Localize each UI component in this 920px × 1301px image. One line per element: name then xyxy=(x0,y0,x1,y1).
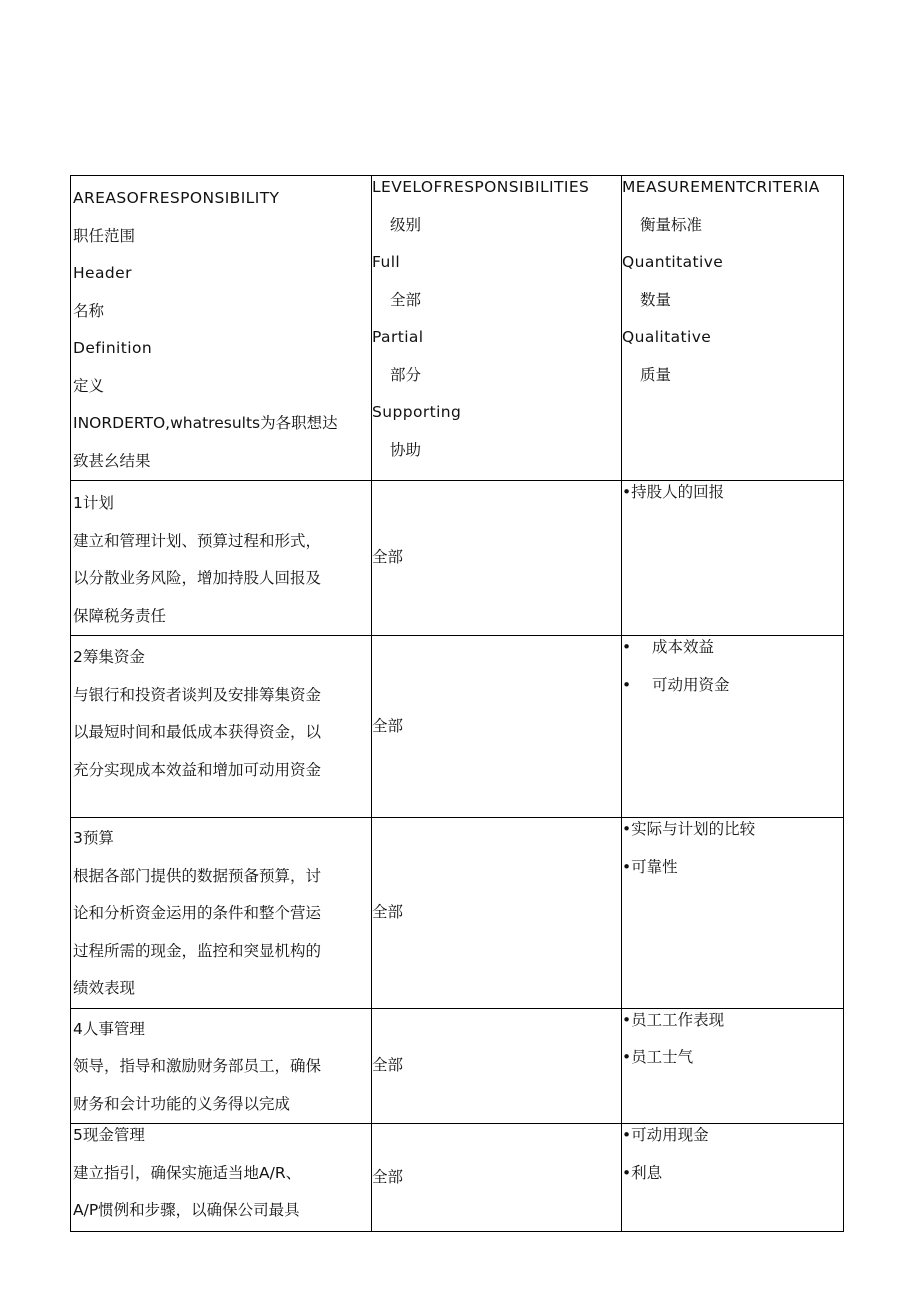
level-supporting-cn: 协助 xyxy=(390,440,422,459)
area-description: A/P惯例和步骤，以确保公司最具 xyxy=(73,1201,300,1219)
header-areas-title: AREASOFRESPONSIBILITY xyxy=(73,189,280,207)
area-cell xyxy=(71,1008,372,1124)
level-cell: 全部 xyxy=(372,1008,622,1124)
area-title: 2筹集资金 xyxy=(73,648,145,666)
inorderto-label: INORDERTO,whatresults为各职想达 xyxy=(73,414,338,432)
criteria-item: •持股人的回报 xyxy=(622,483,725,501)
criteria-cell xyxy=(622,818,844,1009)
criteria-item: •员工士气 xyxy=(622,1048,694,1066)
area-title: 4人事管理 xyxy=(73,1019,145,1038)
level-partial: Partial xyxy=(372,328,424,346)
level-cell: 全部 xyxy=(372,1124,622,1232)
level-partial-cn: 部分 xyxy=(390,365,422,384)
criteria-item: •利息 xyxy=(622,1163,663,1182)
area-description: 建立指引，确保实施适当地A/R、 xyxy=(73,1163,302,1182)
definition-label-cn: 定义 xyxy=(73,376,105,395)
area-description: 绩效表现 xyxy=(73,979,136,997)
criteria-cell xyxy=(622,1124,844,1232)
bullet: • xyxy=(622,638,632,656)
level-cell: 全部 xyxy=(372,818,622,1009)
criteria-cell xyxy=(622,636,844,818)
area-description: 与银行和投资者谈判及安排筹集资金 xyxy=(73,685,322,704)
area-description: 领导，指导和激励财务部员工，确保 xyxy=(73,1057,322,1075)
header-level-cell xyxy=(372,176,622,481)
header-label-cn: 名称 xyxy=(73,301,105,320)
level-cell: 全部 xyxy=(372,481,622,636)
criteria-item xyxy=(622,667,843,705)
criteria-item: •可靠性 xyxy=(622,857,678,876)
criteria-item xyxy=(622,629,843,667)
area-description: 过程所需的现金，监控和突显机构的 xyxy=(73,941,322,960)
header-level-title: LEVELOFRESPONSIBILITIES xyxy=(372,178,590,196)
area-cell xyxy=(71,818,372,1009)
area-description: 以分散业务风险，增加持股人回报及 xyxy=(73,569,322,587)
criteria-text: 成本效益 xyxy=(652,638,715,656)
area-title: 3预算 xyxy=(73,829,114,847)
definition-label: Definition xyxy=(73,339,153,357)
area-title: 1计划 xyxy=(73,494,114,512)
area-description: 以最短时间和最低成本获得资金，以 xyxy=(73,723,322,741)
table-row xyxy=(71,481,844,636)
criteria-item: •可动用现金 xyxy=(622,1126,709,1144)
responsibility-table xyxy=(70,175,844,1232)
level-full-cn: 全部 xyxy=(390,290,422,309)
criteria-qualitative-cn: 质量 xyxy=(640,365,672,384)
level-supporting: Supporting xyxy=(372,403,462,421)
table-row xyxy=(71,818,844,1009)
criteria-cell xyxy=(622,481,844,636)
area-description: 保障税务责任 xyxy=(73,606,167,625)
header-criteria-title: MEASUREMENTCRITERIA xyxy=(622,178,820,196)
table-header-row xyxy=(71,176,844,481)
bullet: • xyxy=(622,675,632,694)
header-areas-cell xyxy=(71,176,372,481)
header-areas-cn: 职任范围 xyxy=(73,226,136,245)
area-description: 财务和会计功能的义务得以完成 xyxy=(73,1094,291,1113)
area-description: 建立和管理计划、预算过程和形式， xyxy=(73,531,322,550)
header-criteria-cn: 衡量标准 xyxy=(640,215,703,234)
table-row xyxy=(71,1124,844,1232)
header-label: Header xyxy=(73,264,132,282)
area-description: 根据各部门提供的数据预备预算，讨 xyxy=(73,866,322,885)
header-level-cn: 级别 xyxy=(390,215,422,234)
inorderto-label-cn: 致甚幺结果 xyxy=(73,451,151,470)
criteria-item: •实际与计划的比较 xyxy=(622,820,756,838)
criteria-quantitative: Quantitative xyxy=(622,253,724,271)
level-cell: 全部 xyxy=(372,636,622,818)
criteria-cell xyxy=(622,1008,844,1124)
level-full: Full xyxy=(372,253,401,271)
header-criteria-cell xyxy=(622,176,844,481)
table-row xyxy=(71,636,844,818)
area-description: 充分实现成本效益和增加可动用资金 xyxy=(73,760,322,779)
criteria-text: 可动用资金 xyxy=(652,675,730,694)
table-row xyxy=(71,1008,844,1124)
area-cell xyxy=(71,1124,372,1232)
area-cell xyxy=(71,636,372,818)
criteria-quantitative-cn: 数量 xyxy=(640,290,672,309)
criteria-qualitative: Qualitative xyxy=(622,328,712,346)
area-description: 论和分析资金运用的条件和整个营运 xyxy=(73,904,322,922)
criteria-item: •员工工作表现 xyxy=(622,1010,725,1029)
area-title: 5现金管理 xyxy=(73,1126,145,1144)
area-cell xyxy=(71,481,372,636)
